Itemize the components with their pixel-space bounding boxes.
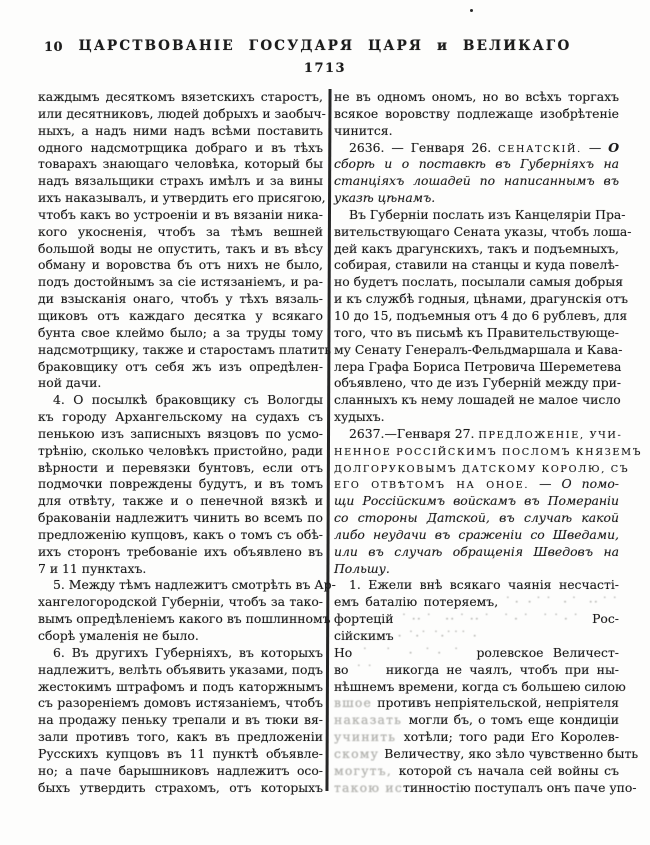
text-line: объявлено, что де изъ Губерній между при- [334, 375, 622, 391]
text-line: 10 до 15, подъемныя отъ 4 до 6 рублевъ, для [334, 307, 628, 323]
text-line: предложенію купцовъ, какъ о томъ съ обѣ- [38, 526, 323, 542]
text-line: къ городу Архангельскому на судахъ съ [38, 409, 323, 425]
text-line: чинится. [334, 122, 393, 138]
text-line: 1. Ежели внѣ всякаго чаянія несчасті- [349, 577, 619, 593]
text-line: 2637.—Генваря 27. ПРЕДЛОЖЕНІЕ, УЧИ- [349, 425, 623, 441]
text-line: 5. Между тѣмъ надлежитъ смотрѣть въ Ар- [53, 577, 336, 593]
text-line: но будетъ послать, посылали самыя добрыя [334, 274, 624, 290]
text-line: подмочки повреждены будутъ, и въ томъ [38, 476, 323, 492]
text-line: того, что въ письмѣ къ Правительствующе- [334, 324, 619, 340]
text-line: вшое противъ непріятельской, непріятеля [334, 695, 619, 711]
text-line: бракованіи надлежитъ чинить во всемъ по [38, 510, 323, 526]
text-line: му Сенату Генералъ-Фельдмаршала и Кава- [334, 341, 623, 357]
text-line: щи Россійскимъ войскамъ въ Помераніи [334, 493, 619, 509]
text-line: Въ Губерніи послать изъ Канцеляріи Пра- [349, 206, 626, 222]
text-line: быхъ утвердить страхомъ, отъ которыхъ [38, 779, 323, 795]
text-line: станціяхъ лошадей по написаннымъ въ [334, 173, 619, 189]
text-line: Польшу. [334, 560, 390, 576]
text-line: во ˙˙ никогда не чаялъ, чтобъ при ны- [334, 661, 619, 677]
text-line: чтобъ какъ во устроеніи и въ вязаніи ника- [38, 206, 323, 222]
text-line: каждымъ десяткомъ вязетскихъ старостъ, [38, 89, 323, 104]
text-line: на продажу пеньку трепали и въ тюки вя- [38, 712, 323, 728]
text-line: надъ вязальщики страхъ имѣлъ и за вины [38, 173, 323, 189]
text-line: бунта свое клеймо было; а за труды тому [38, 324, 323, 340]
text-line: но; а паче барышниковъ надлежитъ осо- [38, 762, 323, 778]
text-line: пенькою изъ записныхъ вязцовъ по усмо- [38, 425, 323, 441]
text-line: скому Величеству, яко зѣло чувственно быть [334, 745, 639, 761]
text-line: дей какъ драгунскихъ, такъ и подъемныхъ, [334, 240, 619, 256]
text-line: ДОЛГОРУКОВЫМЪ ДАТСКОМУ КОРОЛЮ, СЪ [334, 463, 630, 475]
text-line: НЕННОЕ РОССІЙСКИМЪ ПОСЛОМЪ КНЯЗЕМЪ [334, 446, 643, 458]
ink-speck [470, 9, 473, 12]
text-line: кого укосненія, чтобъ за тѣмъ вешней [38, 223, 323, 239]
text-line: нѣшнемъ времени, когда съ большею силою [334, 678, 626, 694]
text-line: худыхъ. [334, 409, 385, 425]
text-line: сборѣ и о поставкѣ въ Губерніяхъ на [334, 156, 619, 172]
text-line: ихъ сторонъ требованіе ихъ объявлено въ [38, 543, 323, 559]
text-line: браковщику отъ себя жъ изъ опредѣлен- [38, 358, 323, 374]
text-line: собирая, ставили на станцы и куда повелѣ- [334, 257, 619, 273]
text-line: надлежитъ, велѣть объявить указами, подъ [38, 661, 323, 677]
text-line: ныхъ, а надъ ними надъ всѣми поставить [38, 122, 323, 138]
text-line: фортецій ˙··˙ ··˙··˙ ˙·˙ ˙˙·˙ Рос- [334, 611, 619, 627]
text-line: ихъ наказывалъ, и утвердить его присягою, [38, 190, 326, 206]
text-line: всякое воровству подлежаще изобрѣтеніе [334, 105, 619, 121]
text-line: учинить хотѣли; того ради Его Королев- [334, 729, 619, 745]
column-divider [325, 89, 331, 791]
text-line: не въ одномъ ономъ, но во всѣхъ торгахъ [334, 89, 619, 104]
text-line: сійскимъ · ˙·˙ ˙·˙˙˙ · [334, 628, 478, 643]
text-line: или десятниковъ, людей добрыхъ и заобыч- [38, 105, 326, 121]
text-line: ди взысканія онаго, чтобъ у тѣхъ вязаль- [38, 291, 323, 307]
running-title: ЦАРСТВОВАНІЕ ГОСУДАРЯ ЦАРЯ и ВЕЛИКАГО [78, 38, 572, 54]
text-line: емъ баталію потеряемъ, ˙· ·˙˙ ·˙ ··˙˙ [334, 594, 620, 610]
text-line: указѣ цѣнамъ. [334, 190, 436, 206]
text-line: 6. Въ другихъ Губерніяхъ, въ которыхъ [53, 644, 323, 660]
year-heading: 1713 [303, 61, 347, 76]
text-line: сланныхъ къ нему лошадей не малое число [334, 392, 621, 408]
text-line: надсмотрщику, также и старостамъ платить [38, 341, 332, 357]
text-line: либо неудачи въ сраженіи со Шведами, [334, 526, 619, 542]
text-line: ной дачи. [38, 375, 102, 391]
text-line: хангелогородской Губерніи, чтобъ за тако- [38, 594, 323, 610]
text-line: вымъ опредѣленіемъ какого въ пошлинномъ [38, 611, 331, 627]
text-line: одного надсмотрщика добраго и въ тѣхъ [38, 139, 323, 155]
text-line: съ разореніемъ домовъ истязаніемъ, чтобъ [38, 695, 323, 711]
text-line: подъ достойнымъ за сіе истязаніемъ, и ра- [38, 274, 323, 290]
text-line: щиковъ отъ каждаго десятка у всякаго [38, 307, 323, 323]
text-line: сборѣ умаленія не было. [38, 628, 199, 643]
text-line: могутъ, которой съ начала сей войны съ [334, 762, 619, 778]
text-line: большой воды не опустить, такъ и въ вѣсу [38, 240, 323, 256]
text-line: 4. О посылкѣ браковщику съ Вологды [53, 392, 323, 408]
text-line: 7 и 11 пунктахъ. [38, 560, 147, 576]
text-line: обману и воровства бъ отъ нихъ не было, [38, 257, 323, 273]
text-line: наказать могли бъ, о томъ еще кондиціи [334, 712, 620, 728]
text-line: и къ службѣ годныя, цѣнами, драгунскія отъ [334, 291, 628, 307]
text-line: товарахъ знающаго человѣка, который бы [38, 156, 323, 172]
left-column [38, 89, 336, 796]
text-line: вѣрности и перевязки бунтовъ, если отъ [38, 459, 323, 475]
text-line: или въ случаѣ обращенія Шведовъ на [334, 543, 619, 559]
right-column [334, 89, 643, 796]
page-number: 10 [44, 40, 64, 55]
text-line: лера Графа Бориса Петровича Шереметева [334, 358, 622, 374]
text-line: Но ˙ ˙ · ˙· ˙ ролевское Величест- [334, 644, 619, 660]
text-line: со стороны Датской, въ случаѣ какой [334, 510, 619, 526]
text-line: ЕГО ОТВѢТОМЪ НА ОНОЕ. — О помо- [334, 476, 619, 492]
text-line: 2636. — Генваря 26. СЕНАТСКІЙ. — О [349, 139, 619, 155]
text-line: такою истинностію поступалъ онъ паче упо- [334, 779, 637, 795]
text-line: Русскихъ купцовъ въ 11 пунктѣ объявле- [38, 745, 323, 761]
text-line: трѣнію, сколько человѣкъ пристойно, ради [38, 442, 323, 458]
text-line: для отвѣту, также и о пенечной вязкѣ и [38, 493, 323, 509]
text-line: вительствующаго Сената указы, чтобъ лоша- [334, 223, 632, 239]
text-line: зали противъ того, какъ въ предложеніи [38, 729, 323, 745]
text-line: жестокимъ штрафомъ и подъ каторжнымъ [38, 678, 323, 694]
